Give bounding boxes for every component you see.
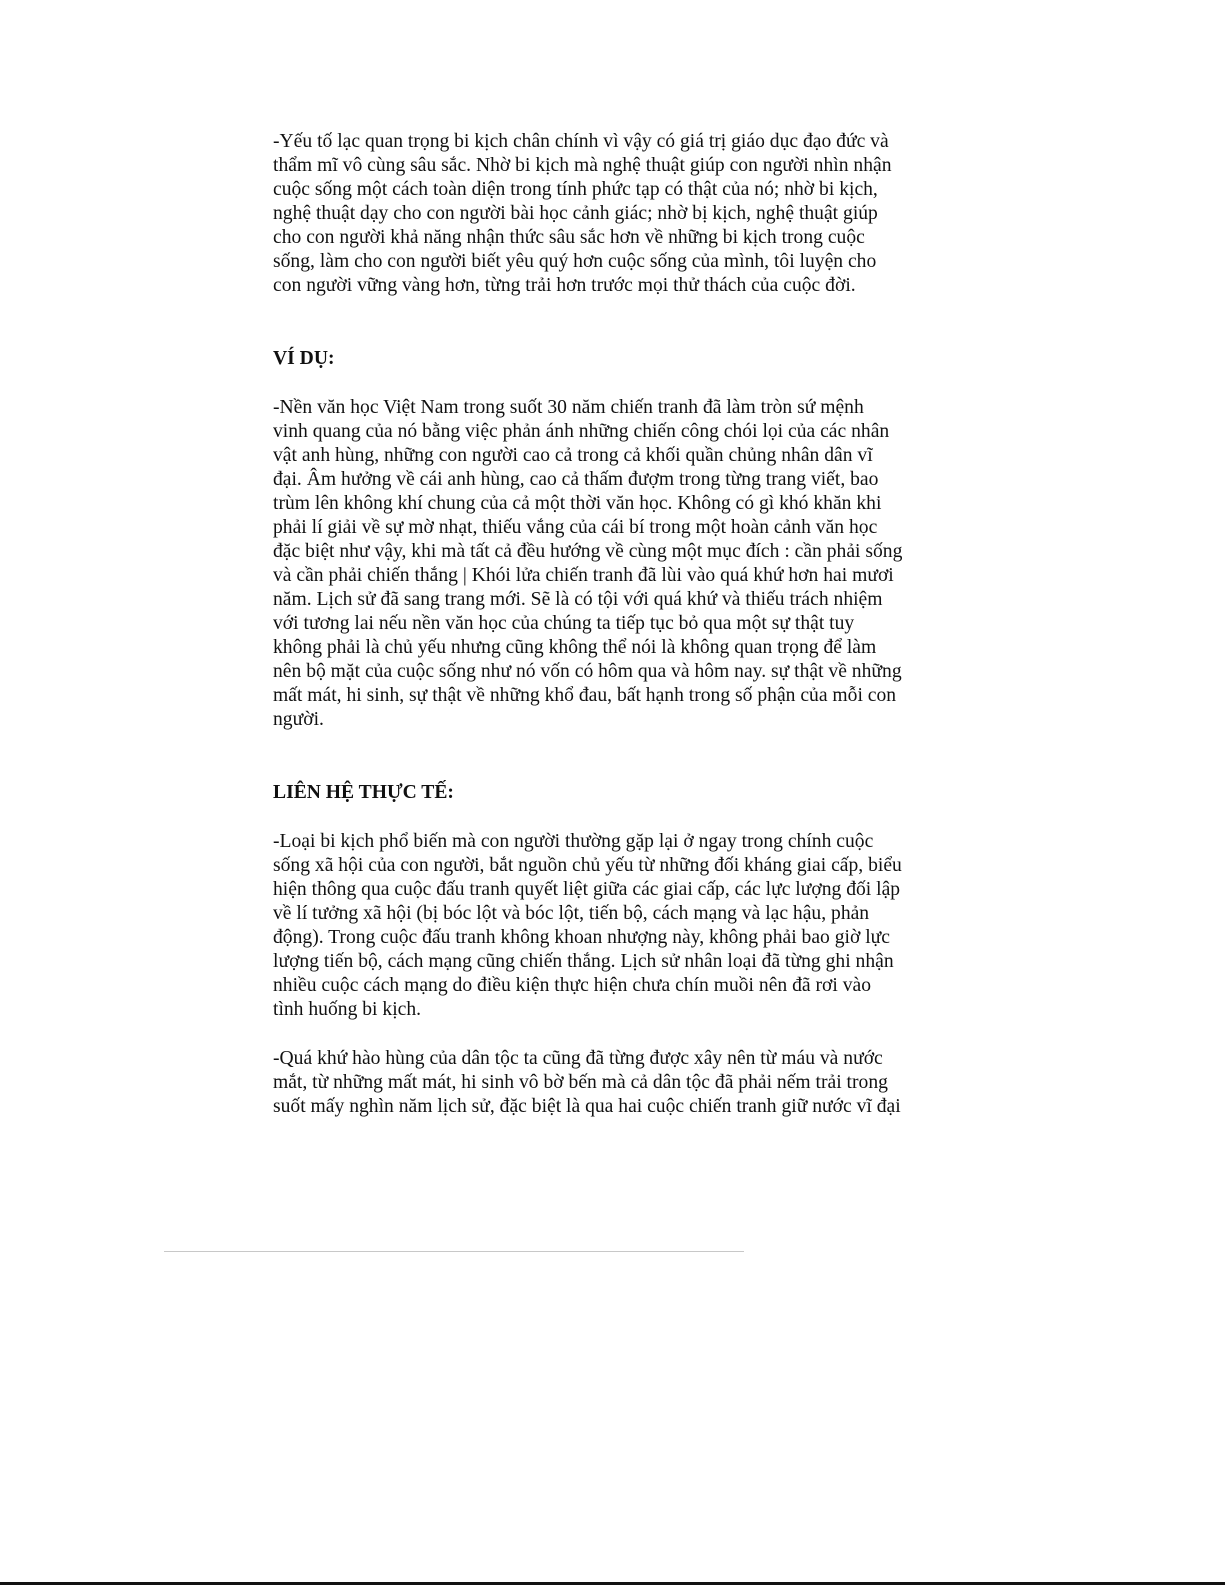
heading-real-life-connection: LIÊN HỆ THỰC TẾ: bbox=[273, 782, 454, 803]
document-body bbox=[273, 130, 953, 1119]
paragraph-class-struggle-tragedy: -Loại bi kịch phổ biến mà con người thường gặp lại ở ngay trong chính cuộc sống xã hội của con người, bắt nguồn chủ yếu từ những đối kháng giai cấp, biểu hiện thông qua cuộc đấu tranh quyết liệt giữa các giai cấp, các lực lượng đối lập về lí tưởng xã hội (bị bóc lột và bóc lột, tiến bộ, cách mạng và lạc hậu, phản động). Trong cuộc đấu tranh không khoan nhượng này, không phải bao giờ lực lượng tiến bộ, cách mạng cũng chiến thắng. Lịch sử nhân loại đã từng ghi nhận nhiều cuộc cách mạng do điều kiện thực hiện chưa chín muồi nên đã rơi vào tình huống bi kịch. bbox=[273, 831, 902, 1020]
footer-divider bbox=[164, 1251, 744, 1252]
paragraph-heroic-past: -Quá khứ hào hùng của dân tộc ta cũng đã từng được xây nên từ máu và nước mắt, từ những mất mát, hi sinh vô bờ bến mà cả dân tộc đã phải nếm trải trong suốt mấy nghìn năm lịch sử, đặc biệt là qua hai cuộc chiến tranh giữ nước vĩ đại bbox=[273, 1048, 901, 1117]
paragraph-vietnamese-literature: -Nền văn học Việt Nam trong suốt 30 năm chiến tranh đã làm tròn sứ mệnh vinh quang của nó bằng việc phản ánh những chiến công chói lọi của các nhân vật anh hùng, những con người cao cả trong cả khối quần chủng nhân dân vĩ đại. Âm hưởng về cái anh hùng, cao cả thấm đượm trong từng trang viết, bao trùm lên không khí chung của cả một thời văn học. Không có gì khó khăn khi phải lí giải về sự mờ nhạt, thiếu vắng của cái bí trong một hoàn cảnh văn học đặc biệt như vậy, khi mà tất cả đều hướng về cùng một mục đích : cần phải sống và cần phải chiến thắng | Khói lửa chiến tranh đã lùi vào quá khứ hơn hai mươi năm. Lịch sử đã sang trang mới. Sẽ là có tội với quá khứ và thiếu trách nhiệm với tương lai nếu nền văn học của chúng ta tiếp tục bỏ qua một sự thật tuy không phải là chủ yếu nhưng cũng không thể nói là không quan trọng để làm nên bộ mặt của cuộc sống như nó vốn có hôm qua và hôm nay. sự thật về những mất mát, hi sinh, sự thật về những khổ đau, bất hạnh trong số phận của mỗi con người. bbox=[273, 397, 903, 730]
heading-example: VÍ DỤ: bbox=[273, 348, 335, 369]
paragraph-optimism-tragedy: -Yếu tố lạc quan trọng bi kịch chân chính vì vậy có giá trị giáo dục đạo đức và thẩm mĩ vô cùng sâu sắc. Nhờ bi kịch mà nghệ thuật giúp con người nhìn nhận cuộc sống một cách toàn diện trong tính phức tạp có thật của nó; nhờ bi kịch, nghệ thuật dạy cho con người bài học cảnh giác; nhờ bị kịch, nghệ thuật giúp cho con người khả năng nhận thức sâu sắc hơn về những bi kịch trong cuộc sống, làm cho con người biết yêu quý hơn cuộc sống của mình, tôi luyện cho con người vững vàng hơn, từng trải hơn trước mọi thử thách của cuộc đời. bbox=[273, 131, 892, 296]
